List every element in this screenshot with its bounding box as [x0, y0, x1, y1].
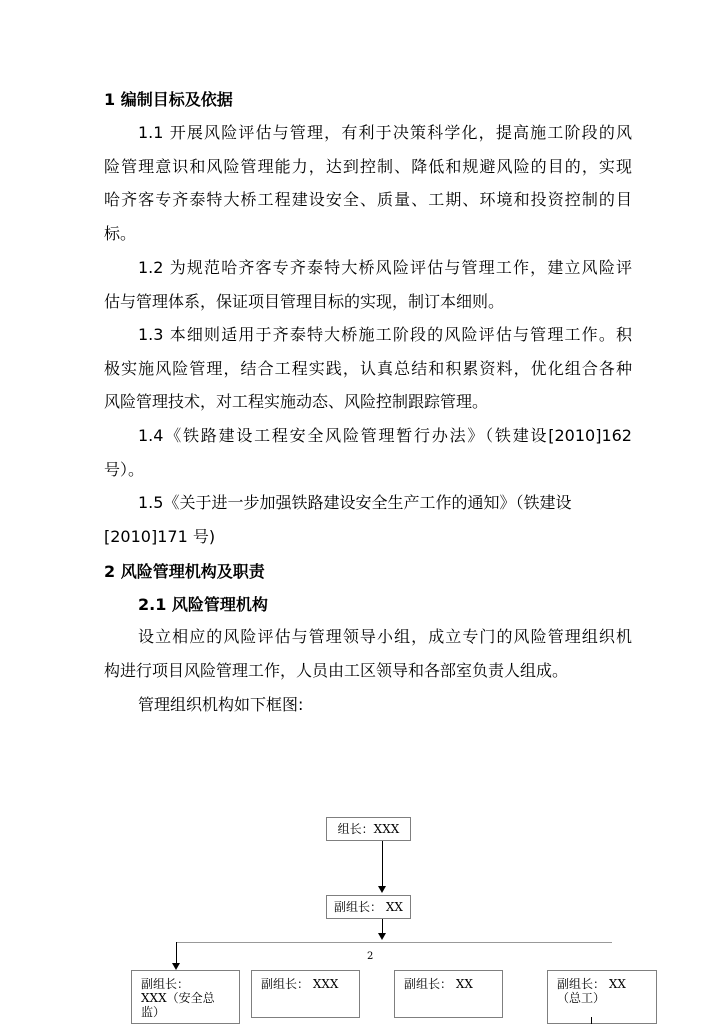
org-box-deputy-safety: [131, 970, 240, 1024]
org-box-deputy-chief-engineer: [547, 970, 657, 1024]
paragraph-line: 极实施风险管理，结合工程实践，认真总结和积累资料，优化组合各种: [104, 358, 632, 378]
paragraph-line: 构进行项目风险管理工作，人员由工区领导和各部室负责人组成。: [104, 660, 569, 680]
org-box-deputy-main: 副组长： XX: [326, 895, 411, 919]
connector-line: [176, 942, 177, 965]
paragraph-2-1: [104, 620, 632, 687]
org-box-leader: 组长：XXX: [326, 817, 411, 841]
paragraph-line: 1.2 为规范哈齐客专齐泰特大桥风险评估与管理工作，建立风险评: [138, 258, 632, 277]
paragraph-line: 管理组织机构如下框图:: [138, 695, 304, 714]
paragraph-1-3: [104, 318, 632, 419]
paragraph-1-2: [104, 251, 632, 318]
paragraph-line: [2010]171 号): [104, 526, 216, 546]
org-box-line: 副组长： XXX: [261, 977, 339, 991]
paragraph-2-2: [104, 688, 632, 722]
section-1-heading: 1 编制目标及依据: [104, 90, 233, 109]
connector-horizontal-line: [176, 942, 612, 943]
paragraph-1-5: [104, 486, 632, 553]
section-2-heading: 2 风险管理机构及职责: [104, 562, 265, 581]
paragraph-line: 险管理意识和风险管理能力，达到控制、降低和规避风险的目的，实现: [104, 156, 632, 176]
paragraph-line: 1.1 开展风险评估与管理，有利于决策科学化，提高施工阶段的风: [138, 123, 632, 142]
org-box-line: XXX（安全总: [141, 991, 215, 1005]
section-2-1-heading: 2.1 风险管理机构: [138, 595, 268, 614]
paragraph-line: 风险管理技术，对工程实施动态、风险控制跟踪管理。: [104, 392, 489, 411]
org-box-deputy-2: [251, 970, 360, 1018]
arrow-down-icon: [172, 963, 180, 970]
paragraph-line: 1.5《关于进一步加强铁路建设安全生产工作的通知》（铁建设: [138, 493, 572, 512]
org-box-line: （总工）: [557, 991, 606, 1005]
connector-line: [382, 841, 383, 889]
paragraph-line: 1.4《铁路建设工程安全风险管理暂行办法》（铁建设[2010]162: [138, 426, 632, 445]
org-box-deputy-3: [394, 970, 503, 1018]
paragraph-1-4: [104, 419, 632, 486]
arrow-down-icon: [378, 886, 386, 893]
connector-line: [591, 1017, 592, 1024]
org-box-line: 副组长： XX: [557, 977, 626, 991]
org-box-line: 副组长：: [141, 977, 190, 991]
paragraph-line: 号）。: [104, 459, 145, 479]
page-number: 2: [367, 951, 374, 962]
paragraph-line: 标。: [104, 223, 137, 243]
org-box-line: 副组长： XX: [404, 977, 473, 991]
arrow-down-icon: [378, 933, 386, 940]
org-box-line: 监）: [141, 1005, 166, 1019]
paragraph-line: 1.3 本细则适用于齐泰特大桥施工阶段的风险评估与管理工作。积: [138, 325, 632, 344]
paragraph-line: 估与管理体系，保证项目管理目标的实现，制订本细则。: [104, 291, 505, 311]
paragraph-1-1: [104, 116, 632, 250]
paragraph-line: 哈齐客专齐泰特大桥工程建设安全、质量、工期、环境和投资控制的目: [104, 190, 632, 209]
paragraph-line: 设立相应的风险评估与管理领导小组，成立专门的风险管理组织机: [138, 627, 632, 646]
